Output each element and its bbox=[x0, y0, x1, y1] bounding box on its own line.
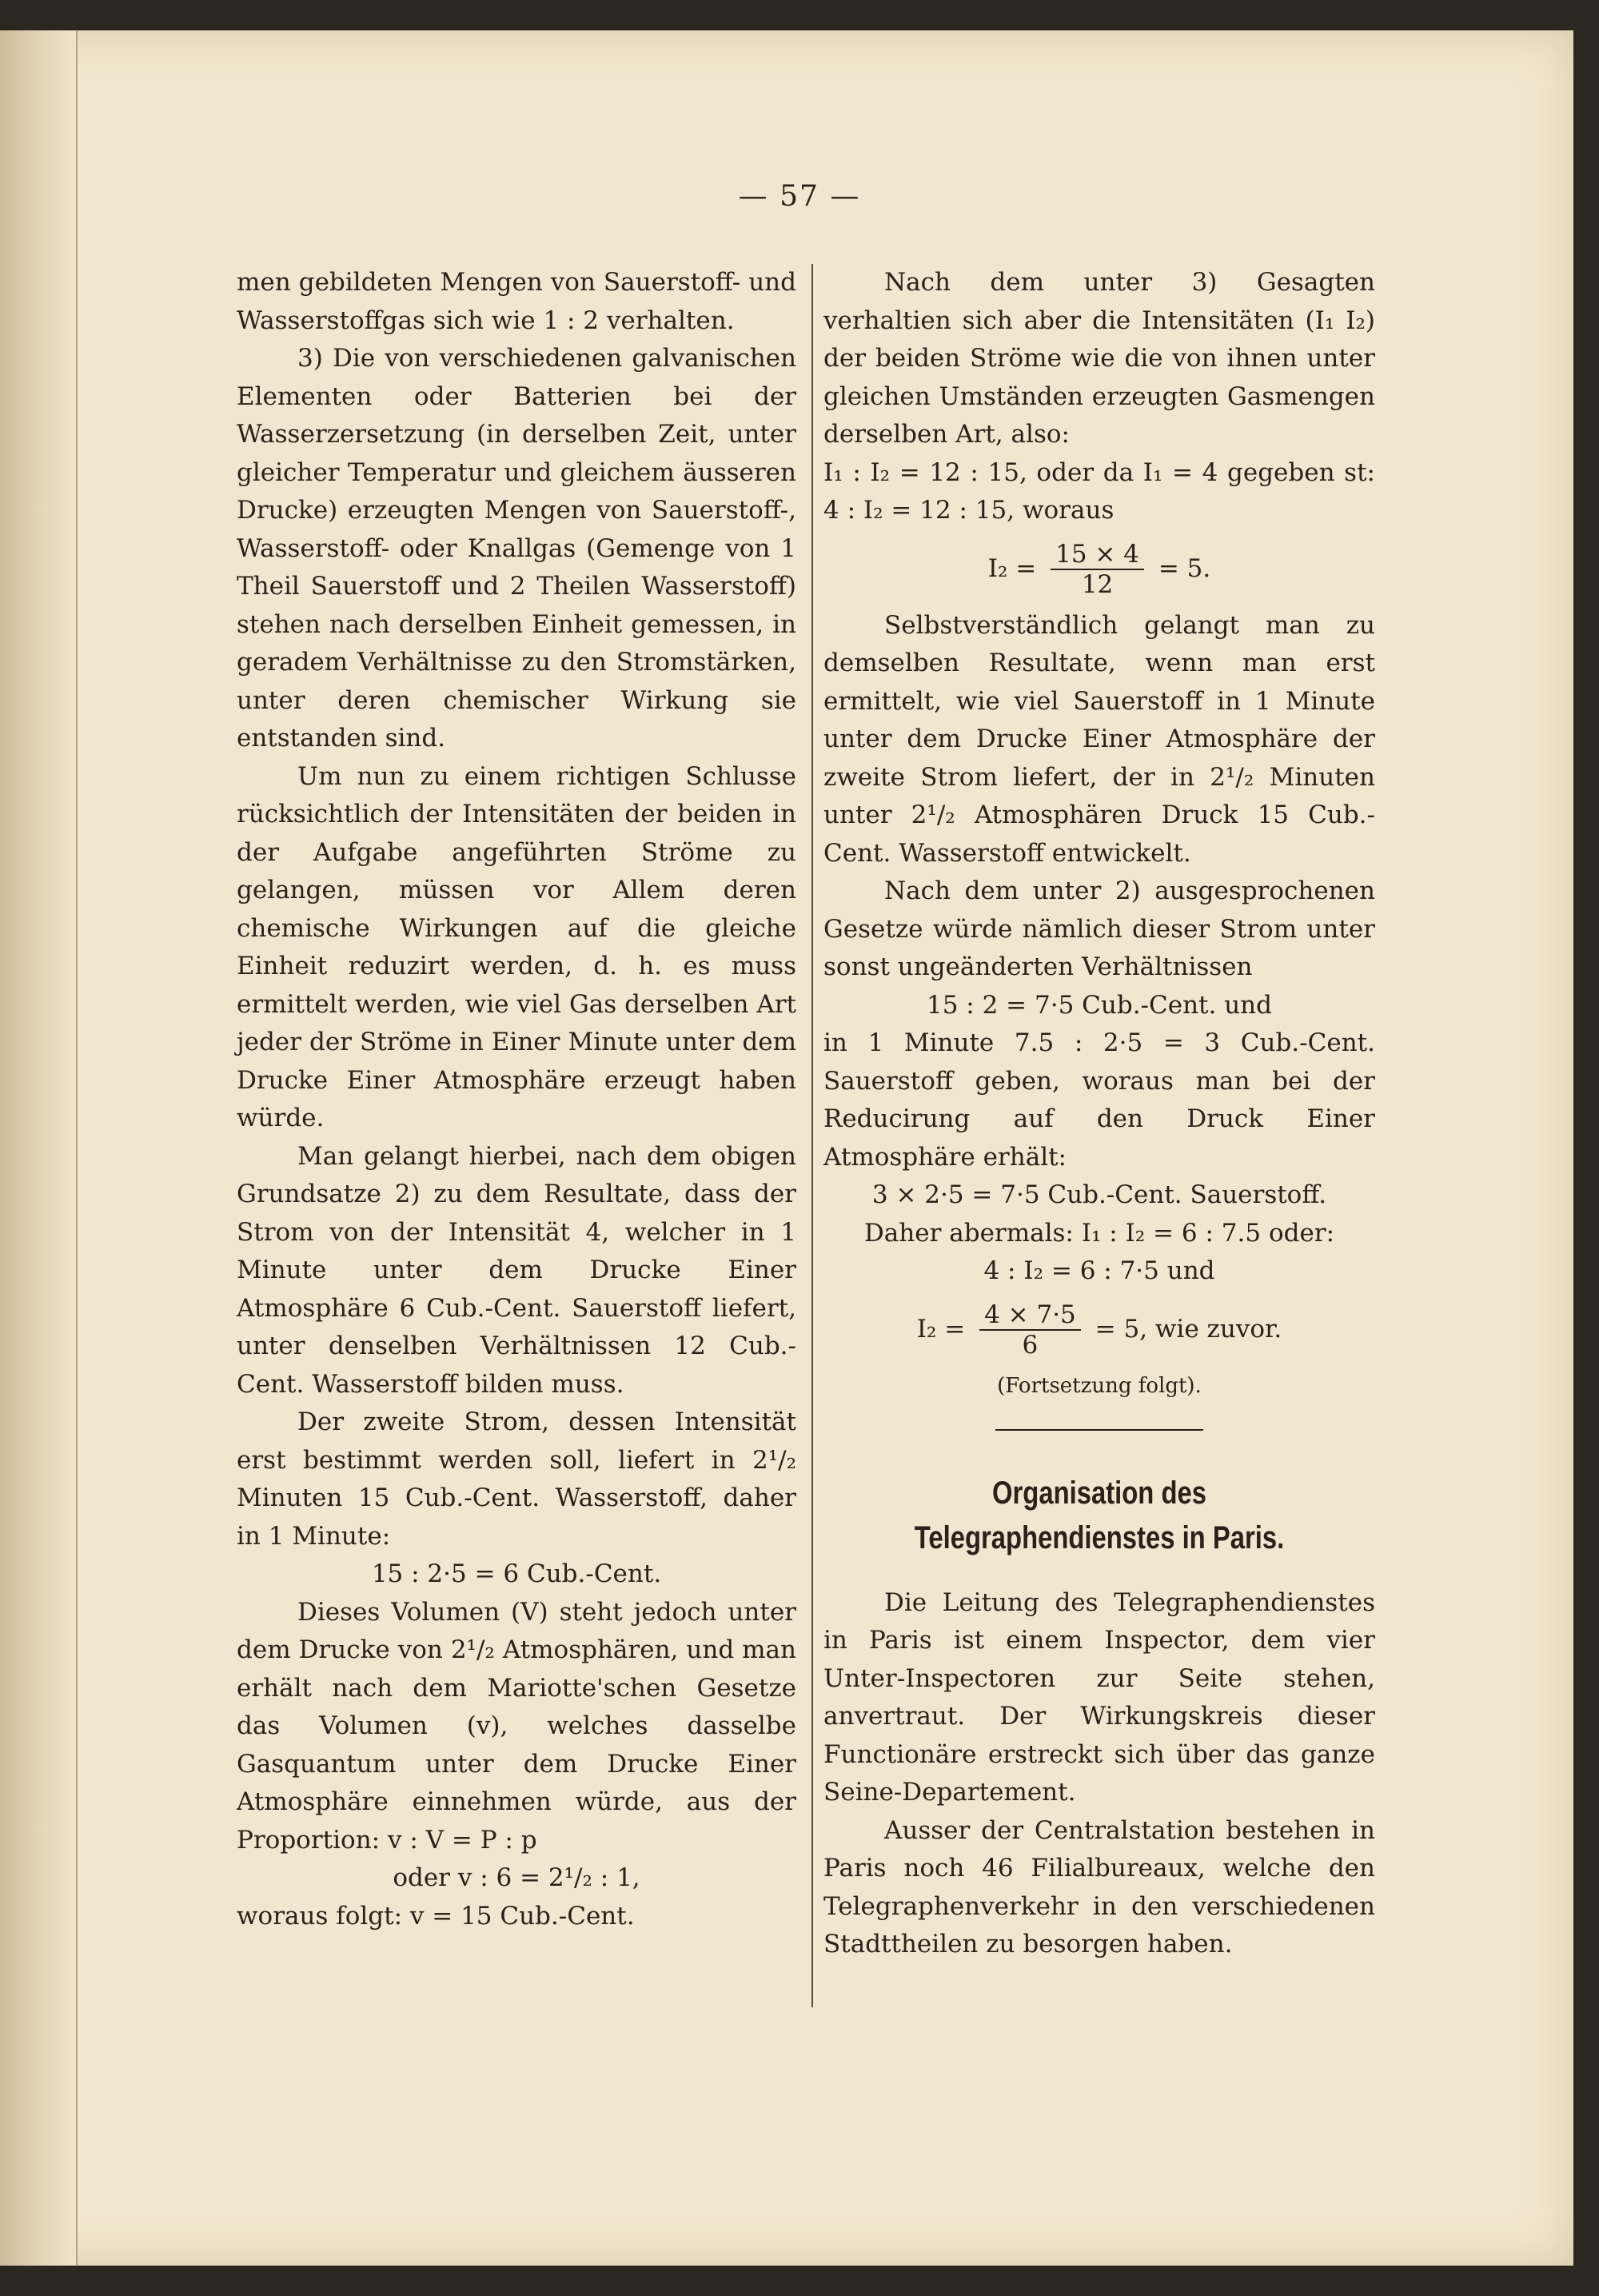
denominator: 12 bbox=[1081, 570, 1114, 599]
equation: I₁ : I₂ = 12 : 15, oder da I₁ = 4 gegeben st: 4 : I₂ = 12 : 15, woraus bbox=[823, 457, 1375, 525]
paragraph: Nach dem unter 3) Gesagten verhaltien sich aber die Intensitäten (I₁ I₂) der beiden Ströme wie die von ihnen unter gleichen Umständen erzeugten Gasmengen derselben Art, also: bbox=[823, 268, 1375, 449]
equation: 4 : I₂ = 6 : 7·5 und bbox=[983, 1256, 1215, 1285]
paragraph: men gebildeten Mengen von Sauerstoff- und Wasserstoffgas sich wie 1 : 2 verhalten. bbox=[237, 268, 796, 335]
formula-rhs: = 5, wie zuvor. bbox=[1095, 1314, 1282, 1344]
book-gutter bbox=[0, 30, 78, 2266]
equation: 3 × 2·5 = 7·5 Cub.-Cent. Sauerstoff. bbox=[871, 1180, 1327, 1209]
denominator: 6 bbox=[1022, 1331, 1039, 1360]
equation: 15 : 2·5 = 6 Cub.-Cent. bbox=[371, 1559, 662, 1588]
page-number: — 57 — bbox=[738, 180, 861, 213]
paragraph: Dieses Volumen (V) steht jedoch unter dem Drucke von 2¹/₂ Atmosphären, und man erhält nach dem Mariotte'schen Gesetze das Volumen (v), welches dasselbe Gasquantum unter dem Drucke Einer Atmosphäre einnehmen würde, aus der Proportion: v : V = P : p bbox=[237, 1597, 796, 1855]
section-divider bbox=[995, 1429, 1203, 1431]
paragraph: 3) Die von verschiedenen galvanischen Elementen oder Batterien bei der Wasserzersetzung (in derselben Zeit, unter gleicher Temperatur und gleichem äusseren Drucke) erzeugten Mengen von Sauerstoff-, Wasserstoff- oder Knallgas (Gemenge von 1 Theil Sauerstoff und 2 Theilen Wasserstoff) stehen nach derselben Einheit gemessen, in geradem Verhältnisse zu den Stromstärken, unter deren chemischer Wirkung sie entstanden sind. bbox=[237, 344, 796, 753]
equation: 15 : 2 = 7·5 Cub.-Cent. und bbox=[927, 990, 1272, 1020]
fraction bbox=[979, 1300, 1081, 1360]
section-heading: Organisation des Telegraphendienstes in Paris. bbox=[914, 1475, 1285, 1555]
paragraph: Ausser der Centralstation bestehen in Paris noch 46 Filialbureaux, welche den Telegraphenverkehr in den verschiedenen Stadttheilen zu besorgen haben. bbox=[823, 1815, 1375, 1959]
numerator: 4 × 7·5 bbox=[979, 1300, 1081, 1331]
paragraph: Um nun zu einem richtigen Schlusse rücksichtlich der Intensitäten der beiden in der Aufgabe angeführten Ströme zu gelangen, müssen vor Allem deren chemische Wirkungen auf die gleiche Einheit reduzirt werden, d. h. es muss ermittelt werden, wie viel Gas derselben Art jeder der Ströme in Einer Minute unter dem Drucke Einer Atmosphäre erzeugt haben würde. bbox=[237, 761, 796, 1132]
paragraph: Der zweite Strom, dessen Intensität erst bestimmt werden soll, liefert in 2¹/₂ Minuten 15 Cub.-Cent. Wasserstoff, daher in 1 Minute: bbox=[237, 1408, 796, 1551]
right-column bbox=[823, 264, 1375, 1964]
paragraph: Man gelangt hierbei, nach dem obigen Grundsatze 2) zu dem Resultate, dass der Strom von der Intensität 4, welcher in 1 Minute unter dem Drucke Einer Atmosphäre 6 Cub.-Cent. Sauerstoff liefert, unter denselben Verhältnissen 12 Cub.-Cent. Wasserstoff bilden muss. bbox=[237, 1141, 796, 1399]
formula-rhs: = 5. bbox=[1158, 553, 1211, 583]
fraction-formula bbox=[823, 1291, 1375, 1368]
paragraph: Nach dem unter 2) ausgesprochenen Gesetze würde nämlich dieser Strom unter sonst ungeänderten Verhältnissen bbox=[823, 876, 1375, 981]
formula-lhs: I₂ = bbox=[916, 1314, 966, 1344]
paragraph: Selbstverständlich gelangt man zu demselben Resultate, wenn man erst ermittelt, wie viel Sauerstoff in 1 Minute unter dem Drucke Einer Atmosphäre der zweite Strom liefert, der in 2¹/₂ Minuten unter 2¹/₂ Atmosphären Druck 15 Cub.-Cent. Wasserstoff entwickelt. bbox=[823, 610, 1375, 868]
continuation-note: (Fortsetzung folgt). bbox=[997, 1373, 1202, 1398]
fraction bbox=[1051, 540, 1144, 599]
equation: oder v : 6 = 2¹/₂ : 1, bbox=[393, 1863, 640, 1892]
paragraph: in 1 Minute 7.5 : 2·5 = 3 Cub.-Cent. Sauerstoff geben, woraus man bei der Reducirung auf den Druck Einer Atmosphäre erhält: bbox=[823, 1028, 1375, 1172]
left-column bbox=[237, 264, 796, 1935]
fraction-formula bbox=[823, 530, 1375, 607]
numerator: 15 × 4 bbox=[1051, 540, 1144, 570]
equation: woraus folgt: v = 15 Cub.-Cent. bbox=[237, 1901, 635, 1931]
column-divider bbox=[811, 264, 813, 2007]
equation: Daher abermals: I₁ : I₂ = 6 : 7.5 oder: bbox=[863, 1218, 1335, 1248]
paragraph: Die Leitung des Telegraphendienstes in Paris ist einem Inspector, dem vier Unter-Inspectoren zur Seite stehen, anvertraut. Der Wirkungskreis dieser Functionäre erstreckt sich über das ganze Seine-Departement. bbox=[823, 1587, 1375, 1807]
formula-lhs: I₂ = bbox=[987, 553, 1037, 583]
